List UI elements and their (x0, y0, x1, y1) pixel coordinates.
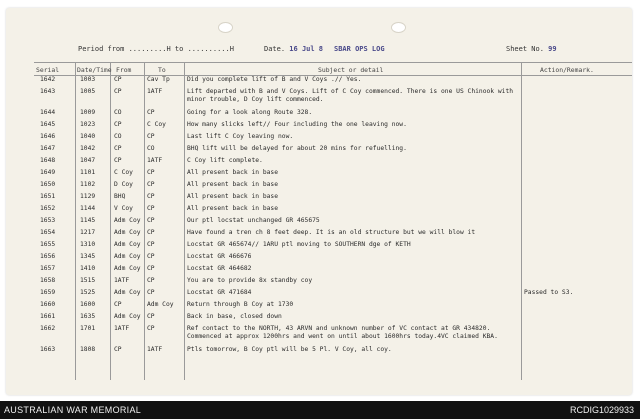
table-row: 1662 1701 1ATF CP Ref contact to the NORTH, 43 ARVN and unknown number of VC contact at GR 434820. Commenced at approx 1200hrs and went on until about 1600hrs today.4VC claimed KBA. (40, 325, 498, 340)
table-row: 1657 1410 Adm Coy CP Locstat GR 464682 (40, 265, 252, 272)
log-sheet (6, 8, 632, 395)
table-row: 1643 1005 CP 1ATF Lift departed with B and V Coys. Lift of C Coy commenced. There is one US Chinook with minor trouble, D Coy lift commenced. (40, 88, 514, 103)
table-row: 1644 1009 CO CP Going for a look along Route 328. (40, 109, 313, 116)
table-row: 1661 1635 Adm Coy CP Back in base, closed down (40, 313, 282, 320)
table-row: 1645 1023 CP C Coy How many slicks left// Four including the one leaving now. (40, 121, 407, 128)
table-row: 1646 1040 CO CP Last lift C Coy leaving now. (40, 133, 294, 140)
unit-title: SBAR OPS LOG (334, 45, 385, 53)
table-row: 1650 1102 D Coy CP All present back in base (40, 181, 278, 188)
table-row: 1660 1600 CP Adm Coy Return through B Coy at 1730 (40, 301, 294, 308)
table-row: 1655 1310 Adm Coy CP Locstat GR 465674// 1ARU ptl moving to SOUTHERN dge of KETH (40, 241, 411, 248)
table-row: 1642 1003 CP Cav Tp Did you complete lift of B and V Coys .// Yes. (40, 76, 362, 83)
archive-reference: RCDIG1029933 (569, 405, 634, 415)
table-row: 1647 1042 CP CO BHQ lift will be delayed for about 20 mins for refuelling. (40, 145, 407, 152)
col-header-datetime: Date/Time (77, 66, 112, 74)
col-header-serial: Serial (36, 66, 60, 74)
punch-hole-right (391, 22, 406, 33)
col-header-from: From (116, 66, 132, 74)
table-row: 1651 1129 BHQ CP All present back in base (40, 193, 278, 200)
period-label: Period from (78, 45, 125, 53)
period-fill: .........H to ..........H (128, 45, 234, 53)
table-row: 1656 1345 Adm Coy CP Locstat GR 466676 (40, 253, 252, 260)
date-label: Date. (264, 45, 286, 53)
table-row: 1658 1515 1ATF CP You are to provide 8x standby coy (40, 277, 313, 284)
table-row: 1659 1525 Adm Coy CP Locstat GR 471684 Passed to S3. (40, 289, 574, 296)
table-top-rule (34, 62, 632, 63)
table-row: 1652 1144 V Coy CP All present back in base (40, 205, 278, 212)
sheet-label: Sheet No. (506, 45, 544, 53)
table-row: 1653 1145 Adm Coy CP Our ptl locstat unchanged GR 465675 (40, 217, 320, 224)
table-row: 1649 1101 C Coy CP All present back in base (40, 169, 278, 176)
date-value: 16 Jul 8 (289, 45, 324, 53)
table-row: 1654 1217 Adm Coy CP Have found a tren ch 8 feet deep. It is an old structure but we will blow it (40, 229, 476, 236)
col-header-to: To (158, 66, 166, 74)
archive-footer (0, 401, 640, 419)
date-field (264, 45, 323, 53)
period-field (78, 45, 234, 53)
table-row: 1663 1808 CP 1ATF Ptls tomorrow, B Coy ptl will be 5 Pl. V Coy, all coy. (40, 346, 392, 353)
table-row: 1648 1047 CP 1ATF C Coy lift complete. (40, 157, 263, 164)
sheet-value: 99 (548, 45, 557, 53)
punch-hole-left (218, 22, 233, 33)
sheet-number (506, 45, 557, 53)
col-header-action: Action/Remark. (540, 66, 594, 74)
col-header-subject: Subject or detail (318, 66, 384, 74)
archive-name: AUSTRALIAN WAR MEMORIAL (4, 405, 142, 415)
